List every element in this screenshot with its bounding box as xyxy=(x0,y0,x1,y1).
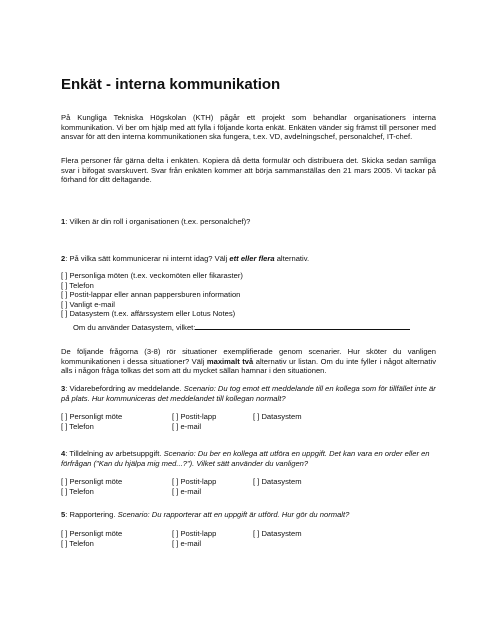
question-4-label: : Tilldelning av arbetsuppgift. xyxy=(65,449,164,458)
q5-postit-lapp[interactable]: [ ] Postit-lapp xyxy=(172,529,217,538)
intro-paragraph-1: På Kungliga Tekniska Högskolan (KTH) pågår ett projekt som behandlar organisationers interna kommunikation. Vi ber om hjälp med att fylla i följande korta enkät. Enkäten vänder sig främst till personer med ansvar för att den interna kommunikationen ska fungera, t.ex. VD, avdelningschef, personalchef, IT-chef. xyxy=(61,113,436,142)
scenario-intro-emphasis: maximalt två xyxy=(206,356,254,366)
question-2-text-end: alternativ. xyxy=(274,254,310,263)
question-4-scenario: Scenario: Du ber en kollega att utföra en uppgift. Det kan vara en order eller en förfrågan ("Kan du hjälpa mig med...?"). Vilket sätt använder du vanligen? xyxy=(61,449,430,468)
q5-personligt-mote[interactable]: [ ] Personligt möte xyxy=(61,529,123,538)
question-5-label: : Rapportering. xyxy=(65,510,118,519)
question-3-label: : Vidarebefordring av meddelande. xyxy=(65,384,184,393)
datasystem-prompt xyxy=(73,322,410,333)
q5-email[interactable]: [ ] e-mail xyxy=(172,538,202,548)
scenario-intro-text: De följande frågorna (3-8) rör situationer exemplifierade genom scenarier. Hur sköter du vanligen kommunikationen i dessa situationer? Välj xyxy=(61,347,436,366)
datasystem-answer-line[interactable] xyxy=(195,322,410,330)
question-3 xyxy=(61,384,436,403)
question-3-scenario: Scenario: Du tog emot ett meddelande till en kollega som för tillfället inte är på plats. Hur kommuniceras det meddelandet till kollegan normalt? xyxy=(61,384,436,403)
page-title: Enkät - interna kommunikation xyxy=(61,76,281,93)
question-1-text: : Vilken är din roll i organisationen (t.ex. personalchef)? xyxy=(65,217,251,226)
q3-telefon[interactable]: [ ] Telefon xyxy=(61,421,94,431)
question-5-number: 5 xyxy=(61,510,66,519)
q5-datasystem[interactable]: [ ] Datasystem xyxy=(253,529,302,538)
option-vanligt-email[interactable]: [ ] Vanligt e-mail xyxy=(61,299,115,309)
q4-telefon[interactable]: [ ] Telefon xyxy=(61,486,94,496)
scenario-intro-text-end: alternativ ur listan. Om du inte fyller i något alternativ alls i någon fråga tolkas det som att du mycket sällan hamnar i den situationen. xyxy=(61,356,436,376)
option-datasystem[interactable]: [ ] Datasystem (t.ex. affärssystem eller Lotus Notes) xyxy=(61,309,236,318)
option-telefon[interactable]: [ ] Telefon xyxy=(61,280,94,290)
question-5 xyxy=(61,510,436,520)
question-4-number: 4 xyxy=(61,449,66,458)
q3-datasystem[interactable]: [ ] Datasystem xyxy=(253,412,302,421)
q4-personligt-mote[interactable]: [ ] Personligt möte xyxy=(61,477,123,486)
q4-postit-lapp[interactable]: [ ] Postit-lapp xyxy=(172,477,217,486)
q3-postit-lapp[interactable]: [ ] Postit-lapp xyxy=(172,412,217,421)
question-2-number: 2 xyxy=(61,254,66,263)
question-4 xyxy=(61,449,436,468)
scenario-intro xyxy=(61,347,436,376)
q4-datasystem[interactable]: [ ] Datasystem xyxy=(253,477,302,486)
intro-paragraph-2: Flera personer får gärna delta i enkäten. Kopiera då detta formulär och distribuera det. Skicka sedan samliga svar i bifogat svarskuvert. Svar från enkäten kommer att börja sammanställas den 21 mars 2005. Vi tackar på förhand för ditt deltagande. xyxy=(61,156,436,185)
option-personliga-moten[interactable]: [ ] Personliga möten (t.ex. veckomöten eller fikaraster) xyxy=(61,271,243,280)
q5-telefon[interactable]: [ ] Telefon xyxy=(61,538,94,548)
q3-personligt-mote[interactable]: [ ] Personligt möte xyxy=(61,412,123,421)
question-2-emphasis: ett eller flera xyxy=(229,254,275,263)
option-postit-lappar[interactable]: [ ] Postit-lappar eller annan pappersburen information xyxy=(61,290,241,299)
question-5-scenario: Scenario: Du rapporterar att en uppgift är utförd. Hur gör du normalt? xyxy=(117,510,350,519)
q4-email[interactable]: [ ] e-mail xyxy=(172,486,202,496)
question-2 xyxy=(61,254,436,264)
q3-email[interactable]: [ ] e-mail xyxy=(172,421,202,431)
datasystem-prompt-text: Om du använder Datasystem, vilket: xyxy=(73,323,196,332)
question-1-number: 1 xyxy=(61,217,66,226)
question-2-text: : På vilka sätt kommunicerar ni internt idag? Välj xyxy=(65,254,230,263)
question-1 xyxy=(61,217,436,227)
question-3-number: 3 xyxy=(61,384,66,393)
